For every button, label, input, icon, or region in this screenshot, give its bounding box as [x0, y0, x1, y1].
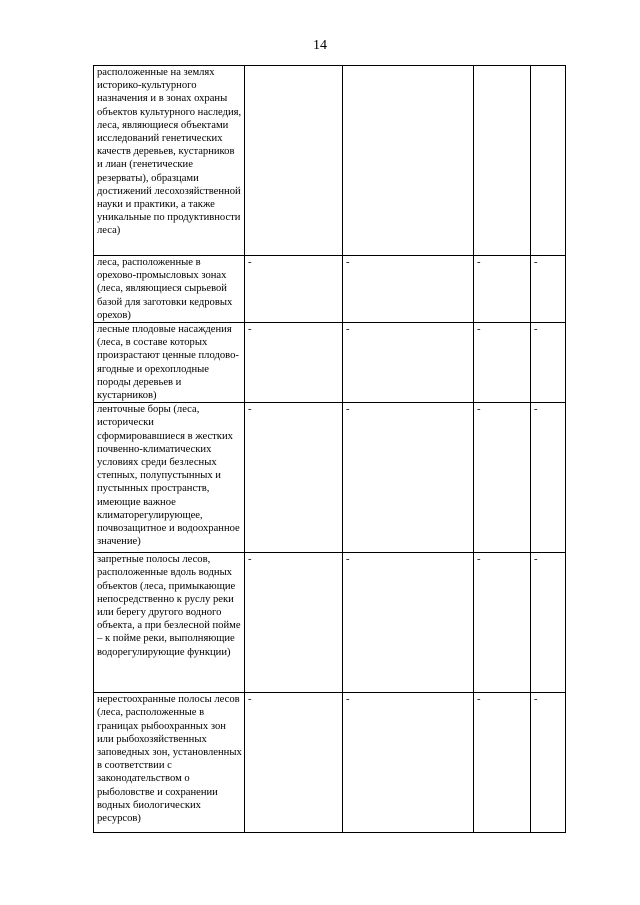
value-cell: -	[531, 403, 566, 553]
value-cell: -	[474, 693, 531, 833]
value-cell	[245, 66, 343, 256]
table-row	[94, 323, 566, 403]
value-cell	[343, 66, 474, 256]
value-cell: -	[474, 256, 531, 323]
value-cell: -	[245, 693, 343, 833]
value-cell: -	[245, 403, 343, 553]
value-cell: -	[343, 693, 474, 833]
value-cell: -	[474, 553, 531, 693]
category-cell: запретные полосы лесов, расположенные вдоль водных объектов (леса, примыкающие непосредственно к руслу реки или берегу другого водного объекта, а при безлесной пойме – к пойме реки, выполняющие водорегулирующие функции)	[94, 553, 245, 693]
table-row	[94, 403, 566, 553]
forest-category-table	[93, 65, 566, 833]
value-cell: -	[474, 323, 531, 403]
value-cell: -	[343, 403, 474, 553]
category-cell: леса, расположенные в орехово-промысловых зонах (леса, являющиеся сырьевой базой для заготовки кедровых орехов)	[94, 256, 245, 323]
category-cell: нерестоохранные полосы лесов (леса, расположенные в границах рыбоохранных зон или рыбохозяйственных заповедных зон, установленных в соответствии с законодательством о рыболовстве и сохранении водных биологических ресурсов)	[94, 693, 245, 833]
value-cell: -	[531, 256, 566, 323]
value-cell: -	[343, 256, 474, 323]
value-cell: -	[245, 553, 343, 693]
value-cell: -	[245, 323, 343, 403]
value-cell: -	[343, 553, 474, 693]
value-cell: -	[531, 553, 566, 693]
category-cell: лесные плодовые насаждения (леса, в составе которых произрастают ценные плодово-ягодные и орехоплодные породы деревьев и кустарников)	[94, 323, 245, 403]
table-row	[94, 553, 566, 693]
page-number: 14	[313, 38, 327, 53]
category-cell: расположенные на землях историко-культурного назначения и в зонах охраны объектов культурного наследия, леса, являющиеся объектами исследований генетических качеств деревьев, кустарников и лиан (генетические резерваты), образцами достижений лесохозяйственной науки и практики, а также уникальные по продуктивности леса)	[94, 66, 245, 256]
value-cell: -	[245, 256, 343, 323]
value-cell: -	[531, 693, 566, 833]
value-cell	[531, 66, 566, 256]
table-row	[94, 66, 566, 256]
value-cell	[474, 66, 531, 256]
category-cell: ленточные боры (леса, исторически сформировавшиеся в жестких почвенно-климатических условиях среди безлесных степных, полупустынных и пустынных пространств, имеющие важное климаторегулирующее, почвозащитное и водоохранное значение)	[94, 403, 245, 553]
value-cell: -	[531, 323, 566, 403]
table-row	[94, 256, 566, 323]
value-cell: -	[343, 323, 474, 403]
table-row	[94, 693, 566, 833]
value-cell: -	[474, 403, 531, 553]
